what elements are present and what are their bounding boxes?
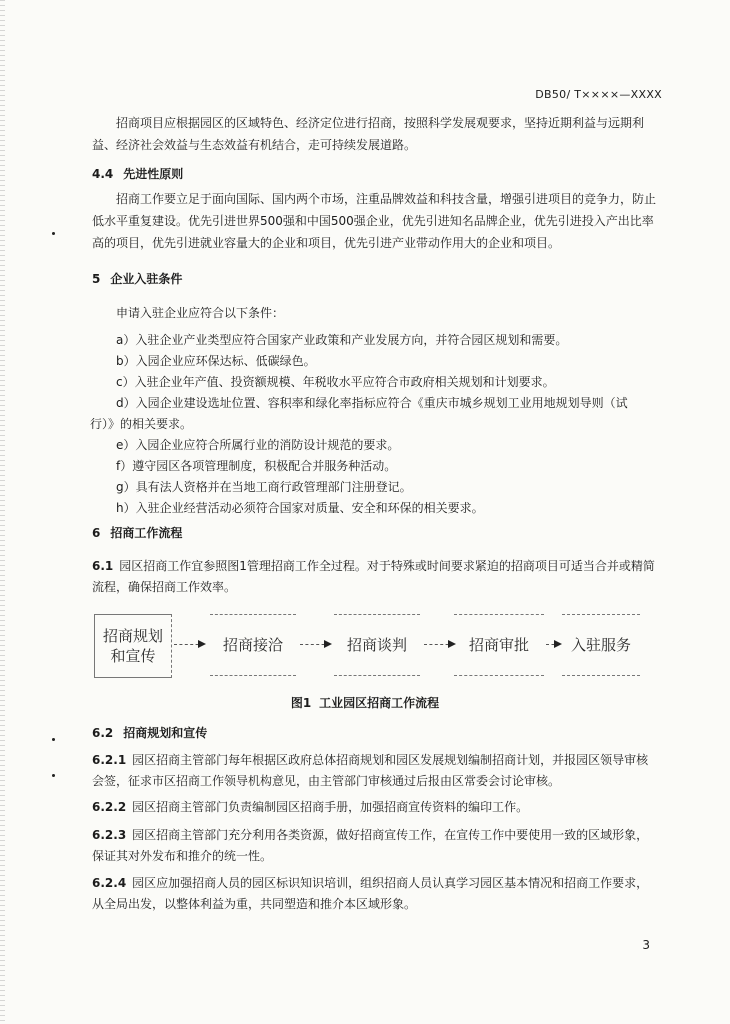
list-item: a）入驻企业产业类型应符合国家产业政策和产业发展方向，并符合园区规划和需要。 [116,333,568,347]
flow-step-planning [94,614,172,678]
list-item: h）入驻企业经营活动必须符合国家对质量、安全和环保的相关要求。 [116,501,484,515]
list-item: g）具有法人资格并在当地工商行政管理部门注册登记。 [116,480,412,494]
section-5-heading [92,270,182,287]
section-5-intro: 申请入驻企业应符合以下条件： [116,306,285,320]
flow-step-label: 招商规划 [102,627,163,645]
figure-title: 工业园区招商工作流程 [319,696,440,710]
list-item: b）入园企业应环保达标、低碳绿色。 [116,354,316,368]
flow-step-label: 招商接洽 [222,636,283,654]
clause-text: 园区应加强招商人员的园区标识知识培训，组织招商人员认真学习园区基本情况和招商工作要求，从全局出发，以整体利益为重，共同塑造和推介本区域形象。 [92,876,649,911]
list-item: e）入园企业应符合所属行业的消防设计规范的要求。 [116,438,400,452]
standard-code: DB50/ T××××—XXXX [535,88,662,101]
flow-step-contact [210,614,296,676]
list-item: f）遵守园区各项管理制度，积极配合并服务种活动。 [116,459,397,473]
section-number: 6 [92,526,101,540]
flow-step-negotiation [334,614,420,676]
section-4-4-paragraph: 招商工作要立足于面向国际、国内两个市场，注重品牌效益和科技含量，增强引进项目的竞争力，防止低水平重复建设。优先引进世界500强和中国500强企业，优先引进知名品牌企业，优先引进投入产出比率高的项目，优先引进就业容量大的企业和项目，优先引进产业带动作用大的企业和项目。 [92,192,657,250]
section-title: 招商工作流程 [110,526,183,540]
section-number: 5 [92,272,101,286]
scan-edge [0,0,5,1024]
margin-mark [52,232,55,235]
clause-text: 园区招商主管部门每年根据区政府总体招商规划和园区发展规划编制招商计划，并报园区领导审核会签，征求市区招商工作领导机构意见，由主管部门审核通过后报由区常委会讨论审核。 [92,753,649,788]
clause-text: 园区招商主管部门充分利用各类资源，做好招商宣传工作，在宣传工作中要使用一致的区域形象，保证其对外发布和推介的统一性。 [92,828,649,863]
flow-step-service [562,614,640,676]
clause-number: 6.2.4 [92,876,127,890]
clause-number: 6.2.1 [92,753,127,767]
clause-text: 园区招商工作宜参照图1管理招商工作全过程。对于特殊或时间要求紧迫的招商项目可适当合并或精简流程，确保招商工作效率。 [92,559,655,594]
section-number: 6.2 [92,726,114,740]
clause-6-2-4 [92,873,660,915]
section-title: 招商规划和宣传 [123,726,208,740]
flow-step-label: 和宣传 [110,647,156,665]
figure-caption [0,694,730,711]
page-number: 3 [642,938,650,952]
margin-mark [52,738,55,741]
flow-arrow [546,644,560,645]
section-6-heading [92,524,182,541]
clause-number: 6.2.3 [92,828,127,842]
flow-arrow [174,644,204,645]
clause-6-2-1 [92,750,660,792]
figure-label: 图1 [290,696,312,710]
flow-arrow [424,644,454,645]
clause-number: 6.1 [92,559,114,573]
section-6-1 [92,556,660,598]
clause-text: 园区招商主管部门负责编制园区招商手册，加强招商宣传资料的编印工作。 [132,800,529,814]
section-title: 企业入驻条件 [110,272,183,286]
margin-mark [52,774,55,777]
clause-number: 6.2.2 [92,800,127,814]
conditions-list [90,330,660,519]
flow-arrow [300,644,330,645]
section-6-2-heading [92,724,207,741]
list-item: c）入驻企业年产值、投资额规模、年税收水平应符合市政府相关规划和计划要求。 [116,375,555,389]
list-item-continuation: 行）》的相关要求。 [90,417,193,431]
list-item: d）入园企业建设选址位置、容积率和绿化率指标应符合《重庆市城乡规划工业用地规划导则（试 [116,396,628,410]
section-title: 先进性原则 [123,167,184,181]
flow-step-label: 入驻服务 [570,636,631,654]
section-4-4-heading [92,165,183,182]
flow-step-label: 招商谈判 [346,636,407,654]
clause-6-2-3 [92,825,660,867]
flow-step-approval [454,614,544,676]
flow-step-label: 招商审批 [468,636,529,654]
section-number: 4.4 [92,167,114,181]
intro-paragraph: 招商项目应根据园区的区域特色、经济定位进行招商，按照科学发展观要求，坚持近期利益与远期利益、经济社会效益与生态效益有机结合，走可持续发展道路。 [92,116,645,152]
process-flowchart [94,614,640,678]
clause-6-2-2 [92,797,660,818]
